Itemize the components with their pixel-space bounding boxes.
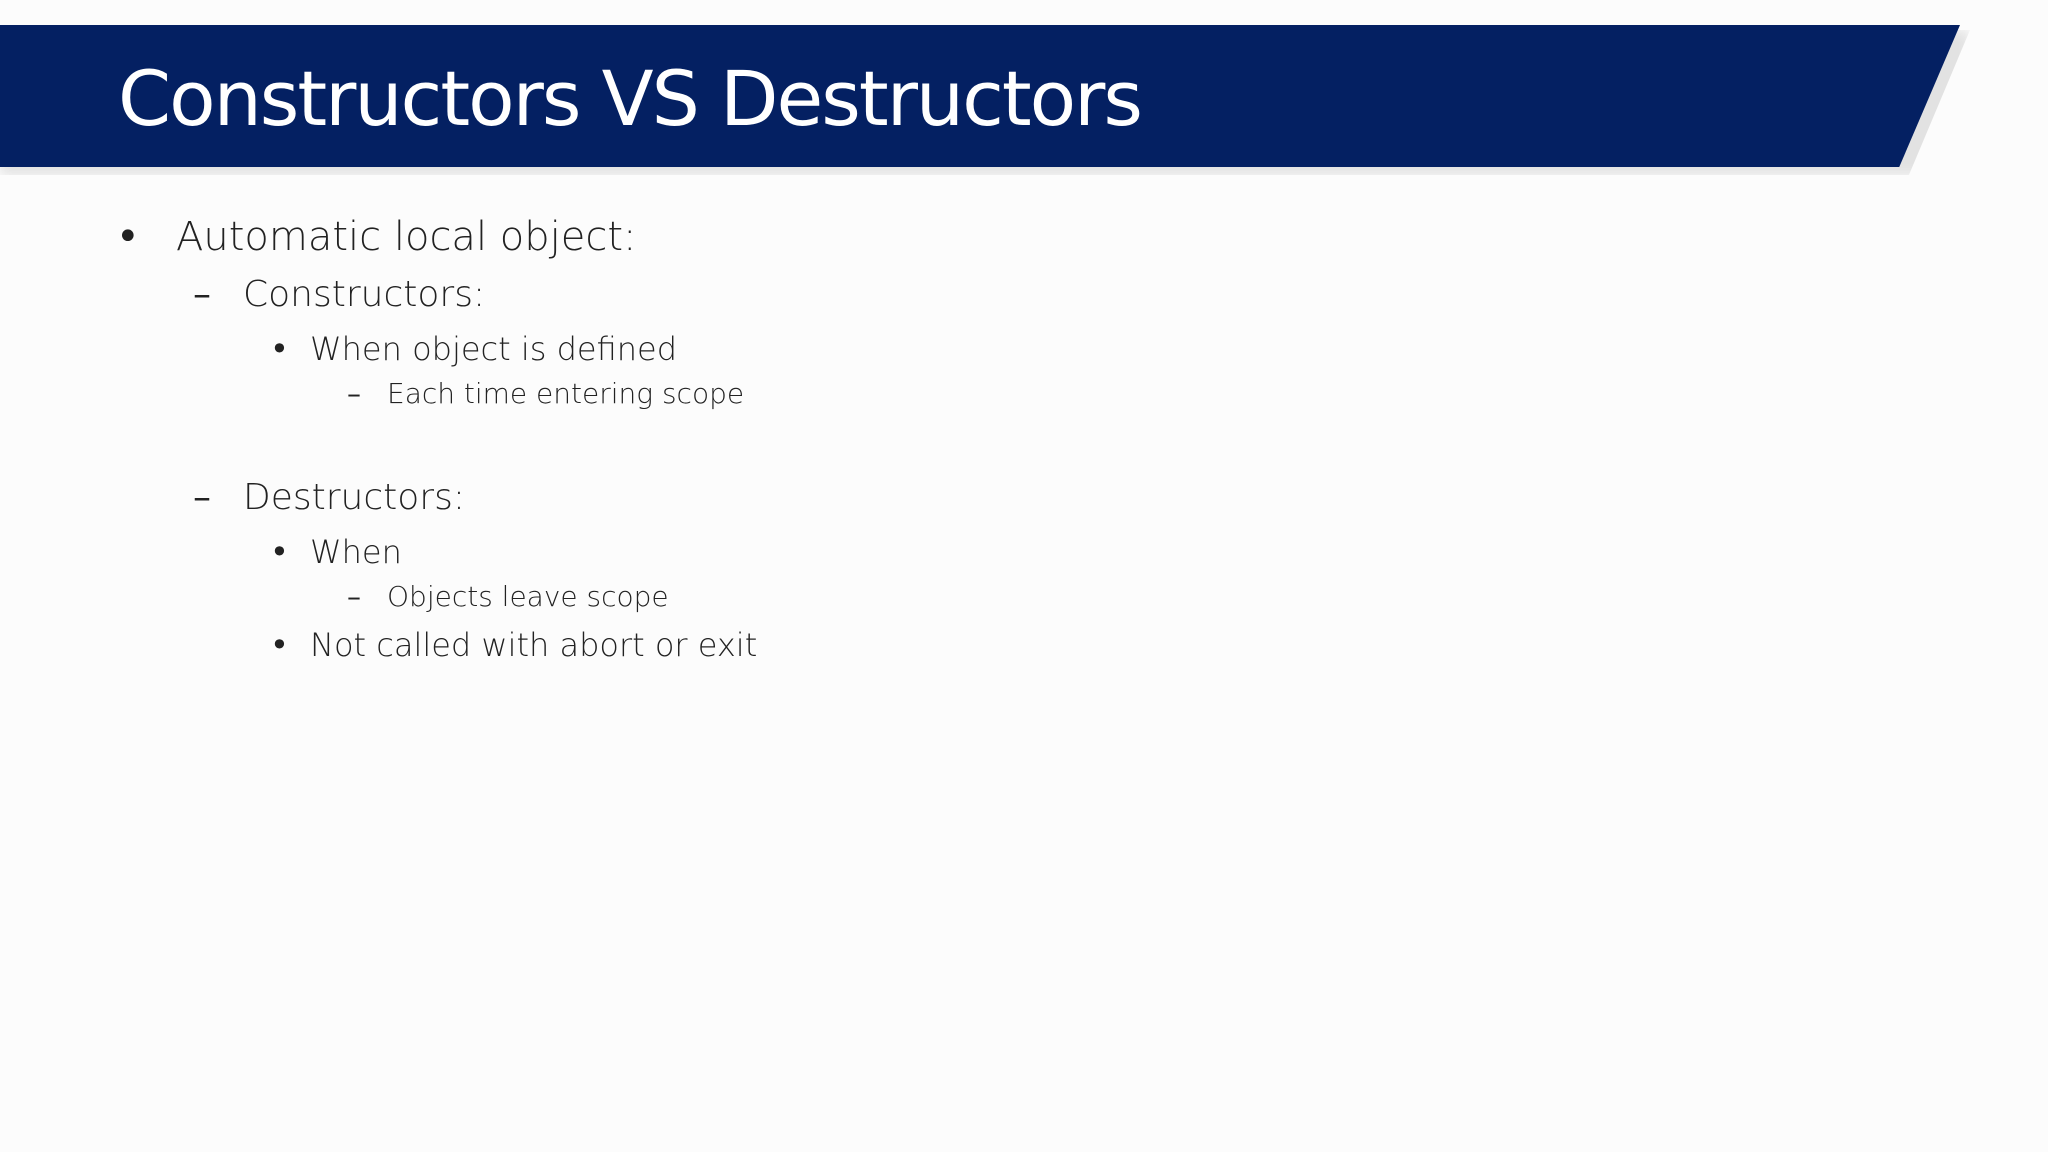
bullet-text-constructors: Constructors:	[243, 274, 486, 315]
dash-marker: –	[193, 274, 211, 315]
dash-marker: –	[347, 377, 361, 410]
dash-marker: –	[193, 477, 211, 518]
bullet-text-destructors: Destructors:	[243, 477, 465, 518]
bullet-text-each-time-entering-scope: Each time entering scope	[387, 377, 745, 410]
slide-title: Constructors VS Destructors	[118, 54, 1142, 143]
bullet-text-when-object-is-defined: When object is defined	[310, 330, 678, 368]
bullet-text-not-called-with-abort-or-exit: Not called with abort or exit	[310, 626, 758, 664]
bullet-text-objects-leave-scope: Objects leave scope	[387, 580, 669, 613]
bullet-marker: •	[270, 533, 289, 571]
bullet-text-automatic-local-object: Automatic local object:	[176, 214, 637, 260]
bullet-marker: •	[270, 330, 289, 368]
bullet-marker: •	[116, 214, 140, 260]
bullet-text-when: When	[310, 533, 402, 571]
bullet-marker: •	[270, 626, 289, 664]
dash-marker: –	[347, 580, 361, 613]
